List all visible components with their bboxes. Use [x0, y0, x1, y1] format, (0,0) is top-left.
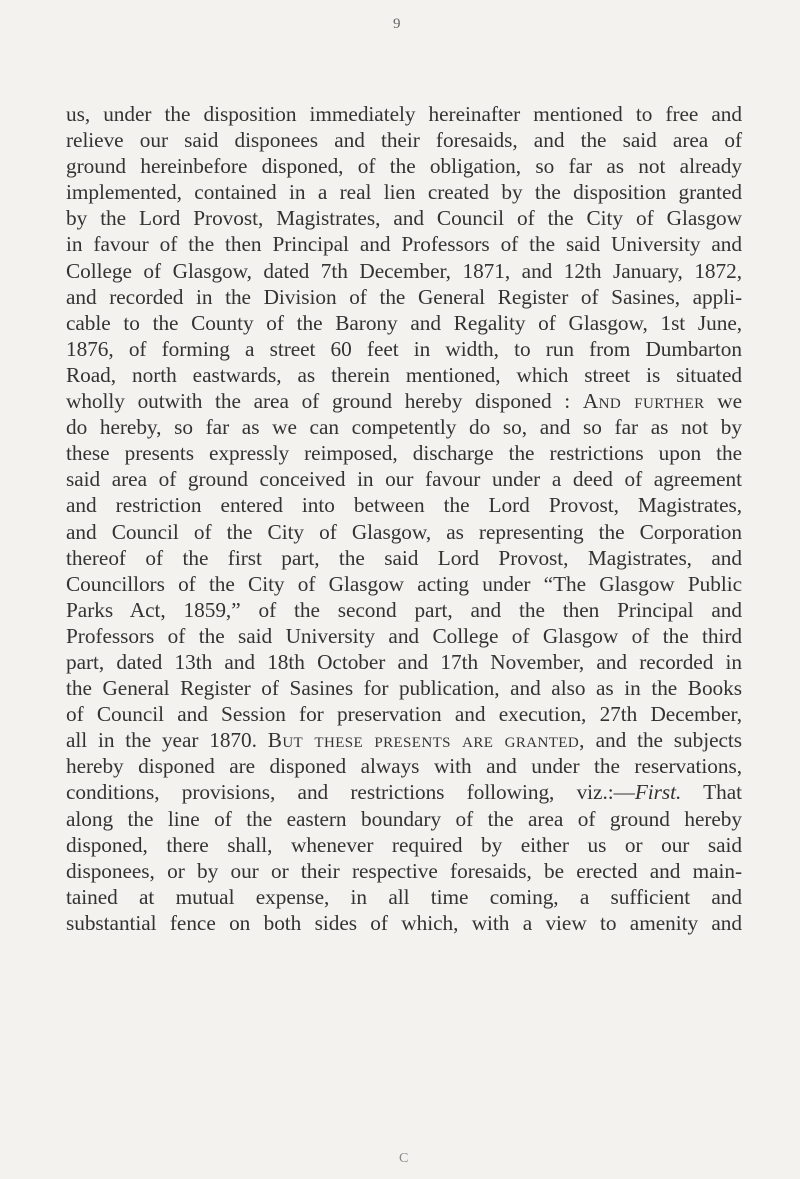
small-caps-phrase: And further — [582, 389, 705, 414]
text-line: said area of ground conceived in our favour under a deed of agreement — [66, 467, 742, 492]
text-line: and Council of the City of Glasgow, as representing the Corporation — [66, 519, 742, 544]
text-line: part, dated 13th and 18th October and 17th November, and recorded in — [66, 649, 742, 674]
text-line: disponed, there shall, whenever required by either us or our said — [66, 832, 742, 857]
text-line: of Council and Session for preservation and execution, 27th December, — [66, 702, 742, 727]
text-segment: all in the year 1870. — [66, 728, 257, 753]
body-text — [66, 101, 742, 936]
text-line: thereof of the first part, the said Lord Provost, Magistrates, and — [66, 545, 742, 570]
text-line: do hereby, so far as we can competently do so, and so far as not by — [66, 415, 742, 440]
text-line: and recorded in the Division of the General Register of Sasines, appli- — [66, 284, 742, 309]
text-line: us, under the disposition immediately hereinafter mentioned to free and — [66, 102, 742, 126]
text-line: Professors of the said University and College of Glasgow of the third — [66, 623, 742, 648]
page-number: 9 — [393, 16, 401, 32]
text-line: along the line of the eastern boundary of the area of ground hereby — [66, 806, 742, 831]
text-line: disponees, or by our or their respective foresaids, be erected and main- — [66, 858, 742, 883]
text-line: the General Register of Sasines for publication, and also as in the Books — [66, 676, 742, 701]
text-line: Councillors of the City of Glasgow acting under “The Glasgow Public — [66, 571, 742, 596]
small-caps-phrase: But these presents are granted, — [267, 728, 585, 753]
text-line: these presents expressly reimposed, discharge the restrictions upon the — [66, 441, 742, 466]
text-segment: and the subjects — [584, 728, 742, 753]
text-line: 1876, of forming a street 60 feet in width, to run from Dumbarton — [66, 336, 742, 361]
text-segment: we — [704, 389, 742, 414]
text-line-mixed — [66, 388, 742, 414]
text-line: implemented, contained in a real lien created by the disposition granted — [66, 180, 742, 205]
text-line: relieve our said disponees and their foresaids, and the said area of — [66, 128, 742, 153]
text-line: in favour of the then Principal and Professors of the said University and — [66, 232, 742, 257]
text-line: Road, north eastwards, as therein mentioned, which street is situated — [66, 362, 742, 387]
text-line: ground hereinbefore disponed, of the obligation, so far as not already — [66, 154, 742, 179]
text-line: tained at mutual expense, in all time coming, a sufficient and — [66, 884, 742, 909]
text-line-mixed — [66, 727, 742, 753]
text-line: cable to the County of the Barony and Regality of Glasgow, 1st June, — [66, 310, 742, 335]
text-line: Parks Act, 1859,” of the second part, and the then Principal and — [66, 597, 742, 622]
text-line-mixed — [66, 779, 742, 805]
text-line: by the Lord Provost, Magistrates, and Council of the City of Glasgow — [66, 206, 742, 231]
italic-phrase: First. — [634, 780, 682, 805]
text-line: College of Glasgow, dated 7th December, 1871, and 12th January, 1872, — [66, 258, 742, 283]
text-line: hereby disponed are disponed always with and under the reservations, — [66, 754, 742, 779]
text-segment: wholly outwith the area of ground hereby disponed : — [66, 389, 571, 414]
text-segment: conditions, provisions, and restrictions following, viz.:— — [66, 780, 635, 805]
text-line: substantial fence on both sides of which, with a view to amenity and — [66, 910, 742, 935]
signature-mark: C — [399, 1151, 409, 1166]
text-line: and restriction entered into between the Lord Provost, Magistrates, — [66, 493, 742, 518]
text-segment: That — [681, 780, 742, 805]
